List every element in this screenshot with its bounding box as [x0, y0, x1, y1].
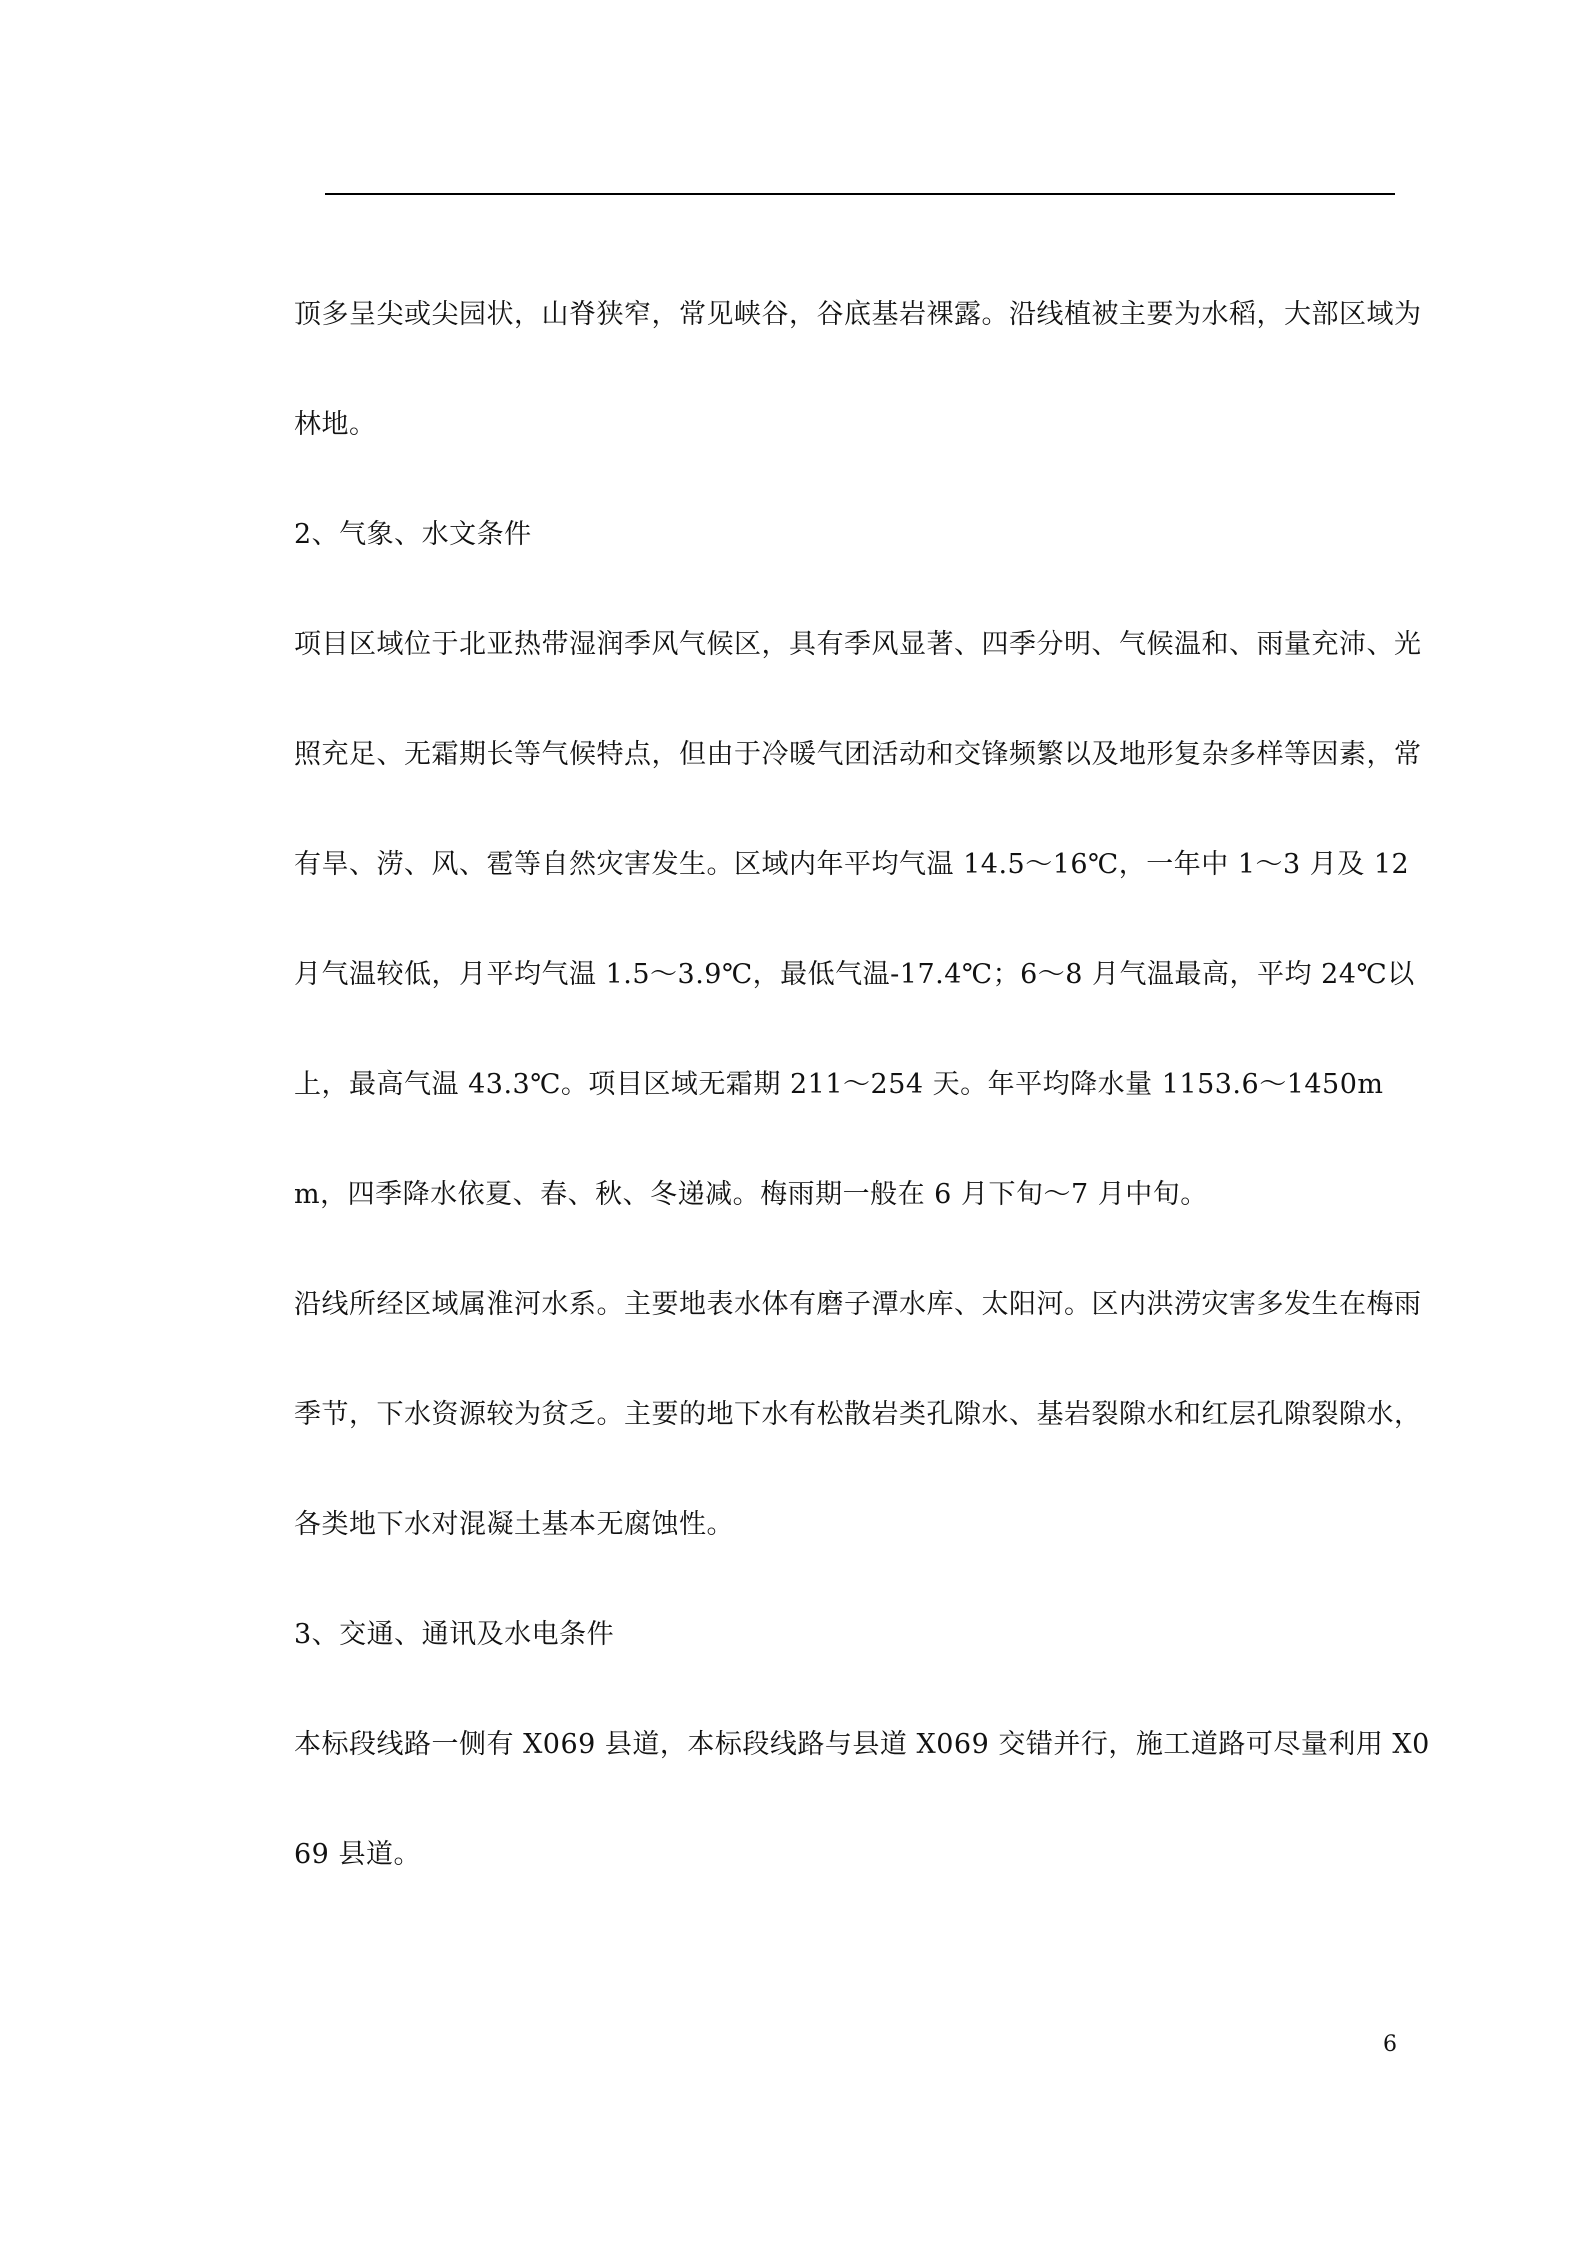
- header-rule: [325, 193, 1395, 195]
- section-heading-climate-hydrology: 2、气象、水文条件: [294, 519, 532, 550]
- paragraph-transport: 本标段线路一侧有 X069 县道，本标段线路与县道 X069 交错并行，施工道路可尽量利用 X069 县道。: [294, 1729, 1430, 1870]
- paragraph-climate: 项目区域位于北亚热带湿润季风气候区，具有季风显著、四季分明、气候温和、雨量充沛、光照充足、无霜期长等气候特点，但由于冷暖气团活动和交锋频繁以及地形复杂多样等因素，常有旱、涝、风、雹等自然灾害发生。区域内年平均气温 14.5～16℃，一年中 1～3 月及 12 月气温较低，月平均气温 1.5～3.9℃，最低气温-17.4℃；6～8 月气温最高，平均 24℃以上，最高气温 43.3℃。项目区域无霜期 211～254 天。年平均降水量 1153.6～1450mm，四季降水依夏、春、秋、冬递减。梅雨期一般在 6 月下旬～7 月中旬。: [294, 629, 1422, 1210]
- document-body: [294, 260, 1434, 1910]
- paragraph-terrain-vegetation: 顶多呈尖或尖园状，山脊狭窄，常见峡谷，谷底基岩裸露。沿线植被主要为水稻，大部区域为林地。: [294, 299, 1422, 440]
- section-heading-transport-utilities: 3、交通、通讯及水电条件: [294, 1619, 615, 1650]
- page-number: 6: [1383, 2032, 1397, 2057]
- paragraph-hydrology: 沿线所经区域属淮河水系。主要地表水体有磨子潭水库、太阳河。区内洪涝灾害多发生在梅雨季节，下水资源较为贫乏。主要的地下水有松散岩类孔隙水、基岩裂隙水和红层孔隙裂隙水，各类地下水对混凝土基本无腐蚀性。: [294, 1289, 1422, 1540]
